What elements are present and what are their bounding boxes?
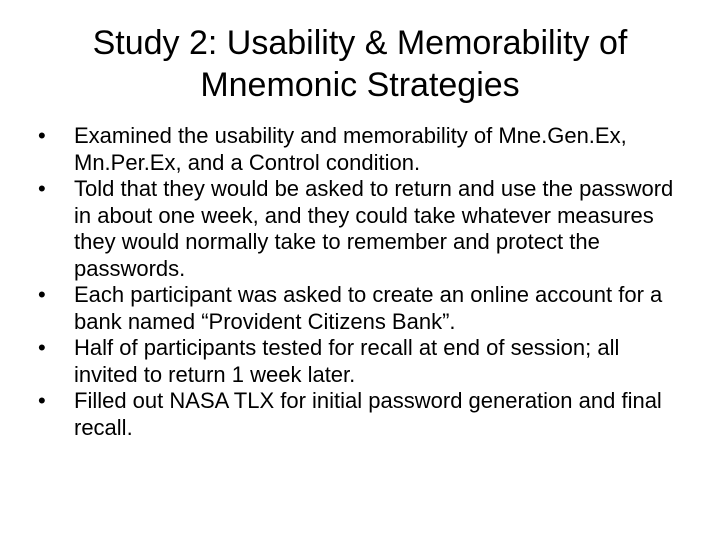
bullet-item [38, 335, 688, 388]
slide-title-line-1: Study 2: Usability & Memorability of [92, 24, 628, 62]
bullet-item [38, 176, 688, 282]
bullet-text: Told that they would be asked to return and use the password in about one week, and they could take whatever measures they would normally take to remember and protect the passwords. [74, 176, 674, 281]
slide-title-line-2: Mnemonic Strategies [200, 66, 520, 104]
bullet-dot-icon: • [38, 123, 46, 148]
bullet-text: Filled out NASA TLX for initial password generation and final recall. [74, 388, 662, 440]
bullet-dot-icon: • [38, 388, 46, 413]
bullet-text: Each participant was asked to create an online account for a bank named “Provident Citizens Bank”. [74, 282, 663, 334]
bullet-dot-icon: • [38, 176, 46, 201]
bullet-item [38, 123, 688, 176]
bullet-text: Half of participants tested for recall at end of session; all invited to return 1 week later. [74, 335, 620, 387]
bullet-dot-icon: • [38, 282, 46, 307]
bullet-list [38, 123, 688, 441]
slide-title [40, 22, 680, 106]
bullet-item [38, 388, 688, 441]
bullet-text: Examined the usability and memorability of Mne.Gen.Ex, Mn.Per.Ex, and a Control condition. [74, 123, 627, 175]
bullet-dot-icon: • [38, 335, 46, 360]
bullet-item [38, 282, 688, 335]
